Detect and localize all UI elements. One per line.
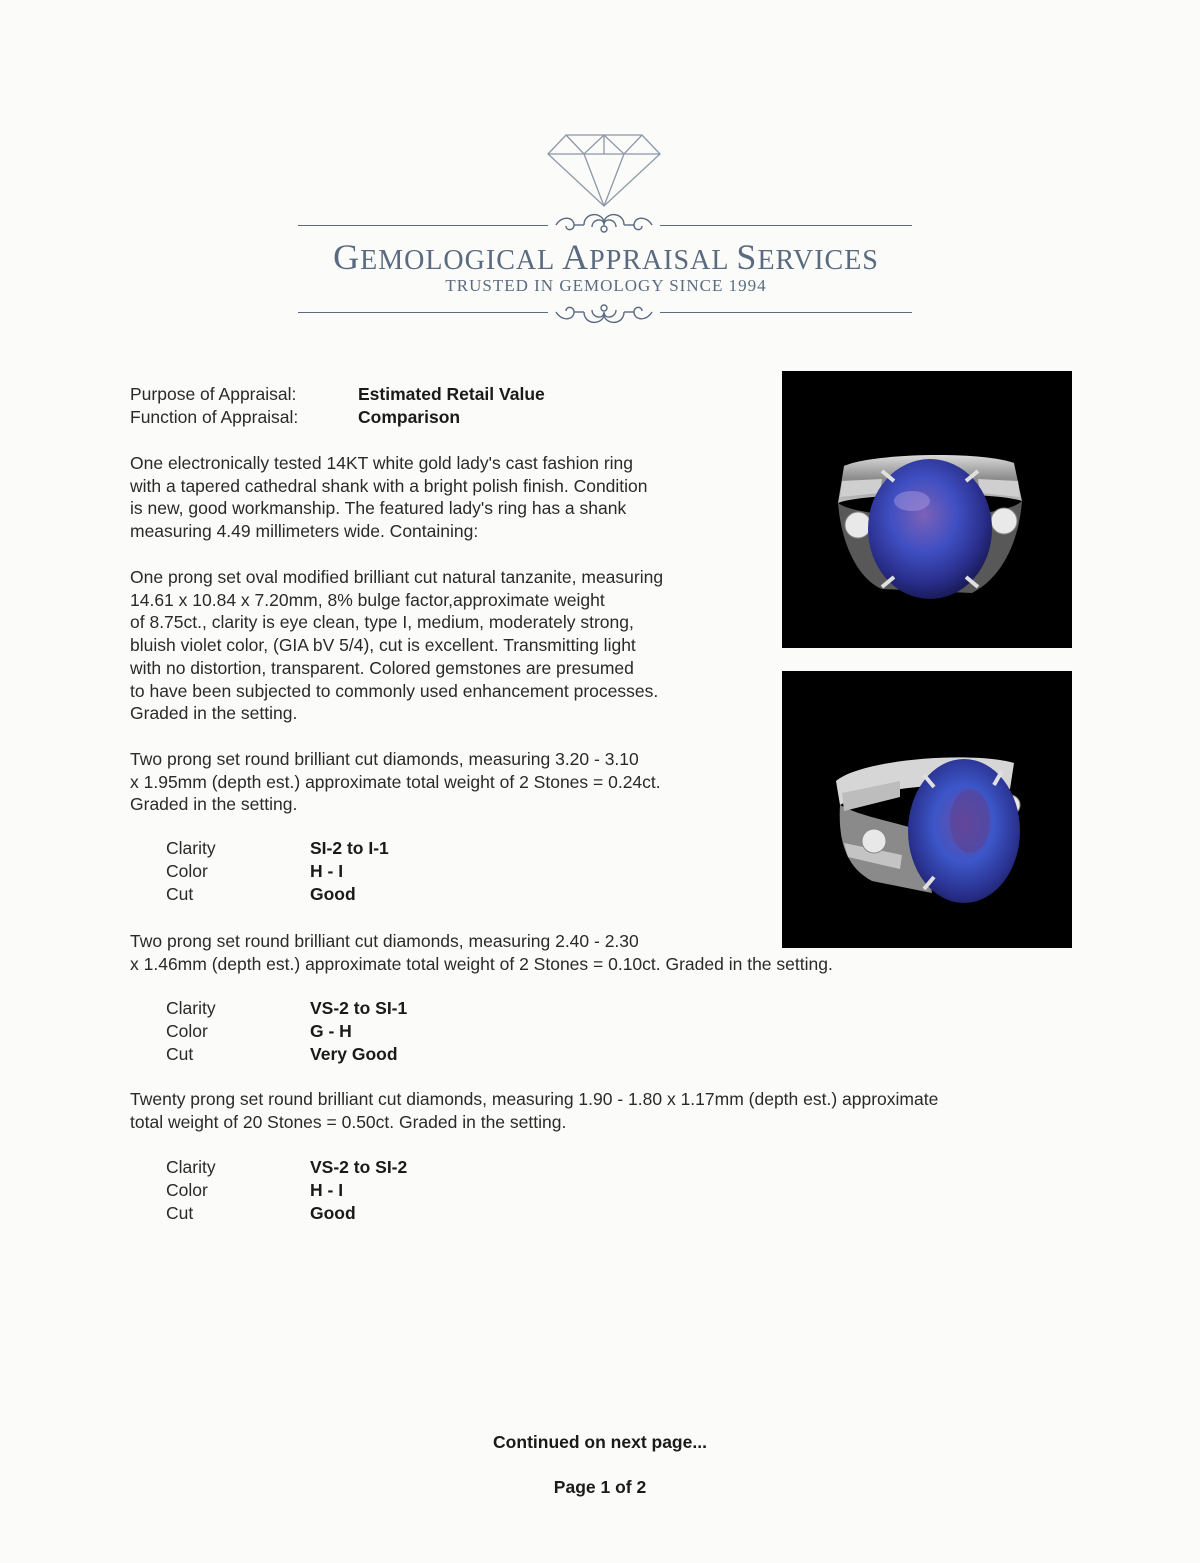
function-label: Function of Appraisal:: [130, 407, 299, 427]
diamonds-2-description: Two prong set round brilliant cut diamonds, measuring 2.40 - 2.30 x 1.46mm (depth est.) approximate total weight of 2 Stones = 0.10ct. Graded in the setting.: [130, 931, 833, 974]
ring-photo-angle: [782, 671, 1072, 948]
purpose-value: Estimated Retail Value: [358, 384, 545, 404]
logo-bottom-rule-left: [298, 312, 548, 313]
ring-photo-front: [782, 371, 1072, 648]
ring-front-image: [782, 371, 1072, 648]
tanzanite-description: One prong set oval modified brilliant cut natural tanzanite, measuring 14.61 x 10.84 x 7.20mm, 8% bulge factor,approximate weight of 8.75ct., clarity is eye clean, type I, medium, moderately strong, bluish violet color, (GIA bV 5/4), cut is excellent. Transmitting light with no distortion, transparent. Colored gemstones are presumed to have been subjected to commonly used enhancement processes. Graded in the setting.: [130, 567, 664, 724]
ring-angle-image: [782, 671, 1072, 948]
grades-table-3: Clarity VS-2 to SI-2 Color H - I Cut Good: [166, 1157, 408, 1223]
grades-table-1: Clarity SI-2 to I-1 Color H - I Cut Good: [166, 838, 389, 904]
continued-note: Continued on next page...: [493, 1432, 707, 1452]
company-name: GEMOLOGICAL APPRAISAL SERVICES: [333, 237, 879, 277]
diamonds-1-description: Two prong set round brilliant cut diamonds, measuring 3.20 - 3.10 x 1.95mm (depth est.) approximate total weight of 2 Stones = 0.24ct. Graded in the setting.: [130, 749, 661, 815]
ring-description: One electronically tested 14KT white gold lady's cast fashion ring with a tapered cathedral shank with a bright polish finish. Condition is new, good workmanship. The featured lady's ring has a shank measuring 4.49 millimeters wide. Containing:: [130, 453, 648, 542]
logo-top-rule-right: [660, 225, 912, 226]
ornament-bottom-icon: [548, 298, 660, 330]
logo-top-rule-left: [298, 225, 548, 226]
ornament-top-icon: [548, 209, 660, 239]
diamonds-3-description: Twenty prong set round brilliant cut diamonds, measuring 1.90 - 1.80 x 1.17mm (depth est.) approximate total weight of 20 Stones = 0.50ct. Graded in the setting.: [130, 1089, 939, 1132]
purpose-label: Purpose of Appraisal:: [130, 384, 297, 404]
diamond-logo-icon: [546, 132, 662, 208]
page-number: Page 1 of 2: [553, 1477, 647, 1497]
company-tagline: TRUSTED IN GEMOLOGY SINCE 1994: [445, 276, 767, 295]
logo-bottom-rule-right: [660, 312, 912, 313]
grades-table-2: Clarity VS-2 to SI-1 Color G - H Cut Very Good: [166, 998, 408, 1064]
function-value: Comparison: [358, 407, 461, 427]
